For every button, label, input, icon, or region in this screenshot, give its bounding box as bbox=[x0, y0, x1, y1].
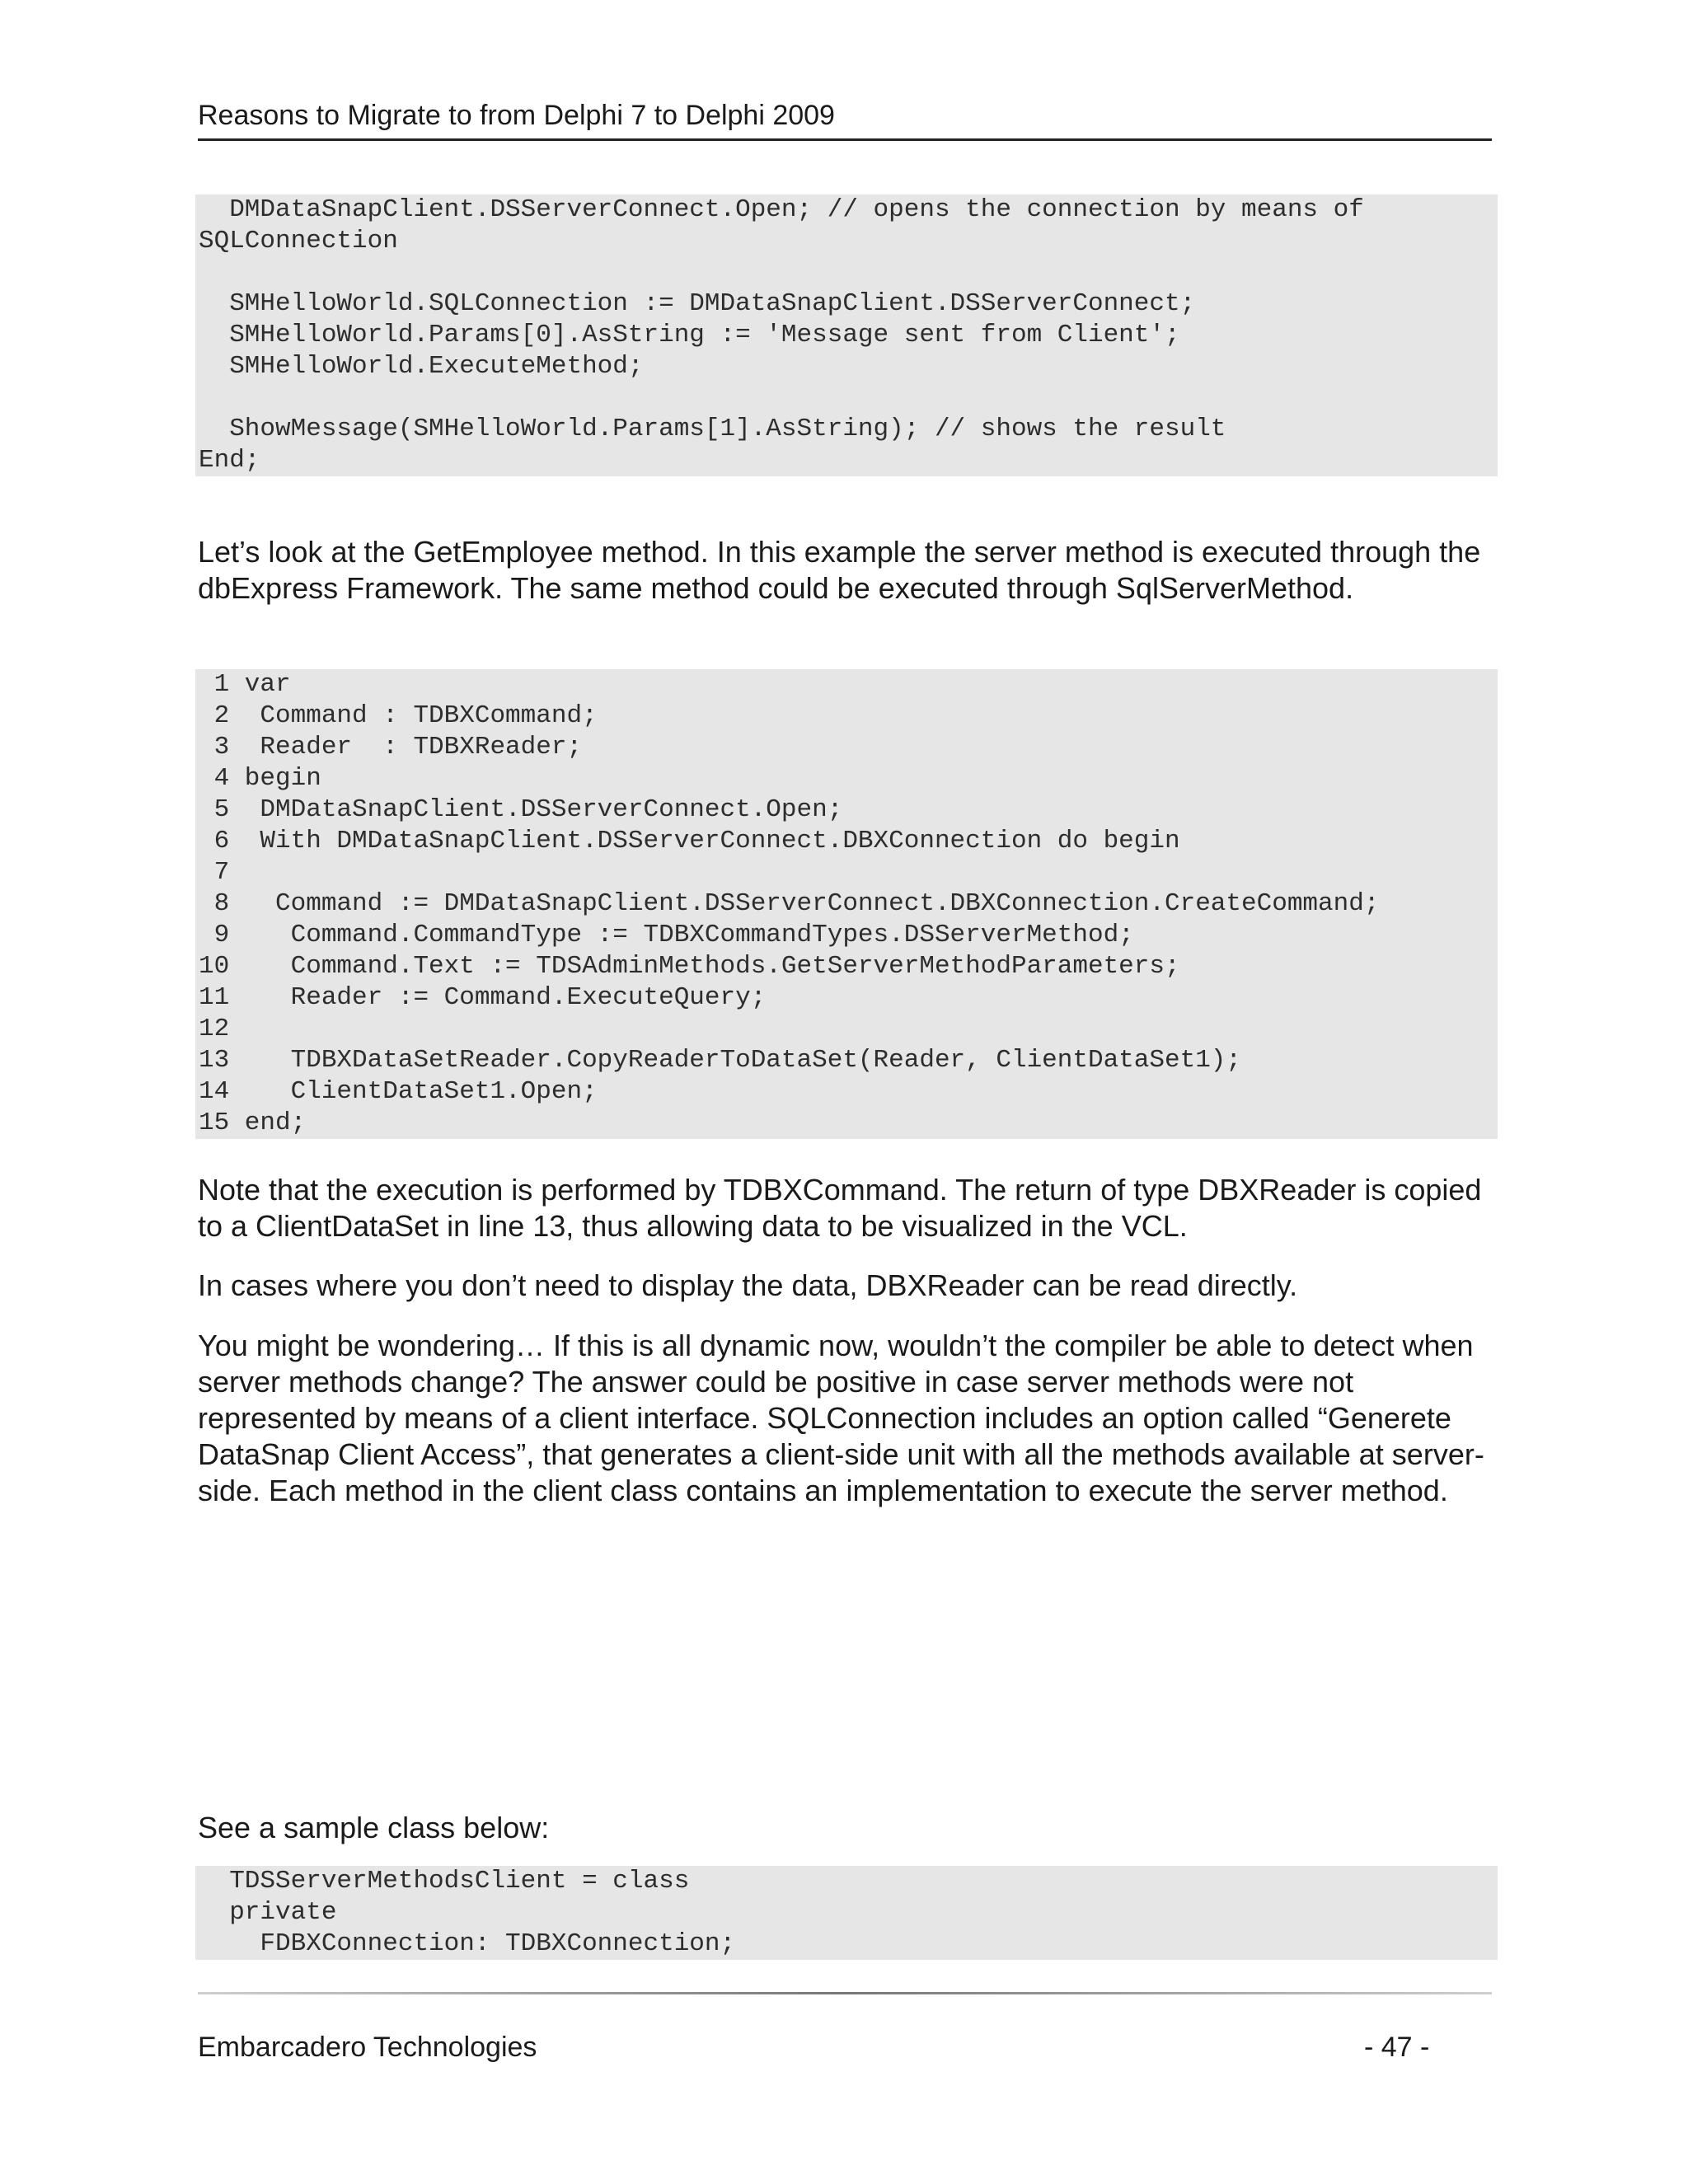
paragraph-sample-class: See a sample class below: bbox=[198, 1811, 550, 1844]
code-line: 4 begin bbox=[199, 764, 321, 793]
code-line: SMHelloWorld.ExecuteMethod; bbox=[199, 352, 644, 381]
code-block-connection bbox=[195, 194, 1498, 476]
code-line: 6 With DMDataSnapClient.DSServerConnect.DBXConnection do begin bbox=[199, 827, 1180, 855]
code-line: private bbox=[199, 1898, 337, 1927]
code-line: 15 end; bbox=[199, 1108, 307, 1137]
paragraph-getemployee: Let’s look at the GetEmployee method. In this example the server method is executed through the dbExpress Framework. The same method could be executed through SqlServerMethod. bbox=[198, 535, 1481, 605]
code-line: DMDataSnapClient.DSServerConnect.Open; // opens the connection by means of bbox=[199, 195, 1364, 224]
code-line: 13 TDBXDataSetReader.CopyReaderToDataSet(Reader, ClientDataSet1); bbox=[199, 1046, 1242, 1075]
document-title: Reasons to Migrate to from Delphi 7 to Delphi 2009 bbox=[198, 100, 835, 131]
code-line: SQLConnection bbox=[199, 227, 398, 255]
code-line: SMHelloWorld.Params[0].AsString := 'Message sent from Client'; bbox=[199, 321, 1180, 349]
code-block-sample-class bbox=[195, 1866, 1498, 1960]
code-line: FDBXConnection: TDBXConnection; bbox=[199, 1929, 736, 1958]
paragraph-client-access: You might be wondering… If this is all dynamic now, wouldn’t the compiler be able to detect when server methods change? The answer could be positive in case server methods were not represented by means of a client interface. SQLConnection includes an option called “Generete DataSnap Client Access”, that generates a client-side unit with all the methods available at server-side. Each method in the client class contains an implementation to execute the server method. bbox=[198, 1329, 1484, 1507]
code-line: 11 Reader := Command.ExecuteQuery; bbox=[199, 983, 767, 1012]
code-line: TDSServerMethodsClient = class bbox=[199, 1867, 690, 1896]
footer-divider bbox=[198, 1992, 1492, 1994]
code-line: 7 bbox=[199, 858, 230, 887]
code-line: 9 Command.CommandType := TDBXCommandTypes.DSServerMethod; bbox=[199, 921, 1134, 949]
code-line bbox=[199, 382, 1494, 414]
page-header bbox=[198, 97, 1492, 141]
code-line: End; bbox=[199, 446, 260, 475]
code-block-getemployee bbox=[195, 669, 1498, 1139]
code-line: 1 var bbox=[199, 670, 291, 699]
footer-page-number: - 47 - bbox=[1364, 2032, 1430, 2063]
code-line bbox=[199, 257, 1494, 288]
code-line: 10 Command.Text := TDSAdminMethods.GetServerMethodParameters; bbox=[199, 952, 1180, 981]
code-line: 14 ClientDataSet1.Open; bbox=[199, 1077, 598, 1106]
code-line: ShowMessage(SMHelloWorld.Params[1].AsString); // shows the result bbox=[199, 415, 1226, 443]
paragraph-dbxreader-direct: In cases where you don’t need to display the data, DBXReader can be read directly. bbox=[198, 1268, 1298, 1302]
paragraph-execution-note: Note that the execution is performed by TDBXCommand. The return of type DBXReader is copied to a ClientDataSet in line 13, thus allowing data to be visualized in the VCL. bbox=[198, 1173, 1482, 1243]
code-line: SMHelloWorld.SQLConnection := DMDataSnapClient.DSServerConnect; bbox=[199, 289, 1196, 318]
code-line: 12 bbox=[199, 1015, 230, 1043]
code-line: 5 DMDataSnapClient.DSServerConnect.Open; bbox=[199, 795, 843, 824]
code-line: 3 Reader : TDBXReader; bbox=[199, 733, 583, 762]
code-line: 8 Command := DMDataSnapClient.DSServerConnect.DBXConnection.CreateCommand; bbox=[199, 889, 1380, 918]
code-line: 2 Command : TDBXCommand; bbox=[199, 701, 598, 730]
footer-company: Embarcadero Technologies bbox=[198, 2032, 537, 2063]
